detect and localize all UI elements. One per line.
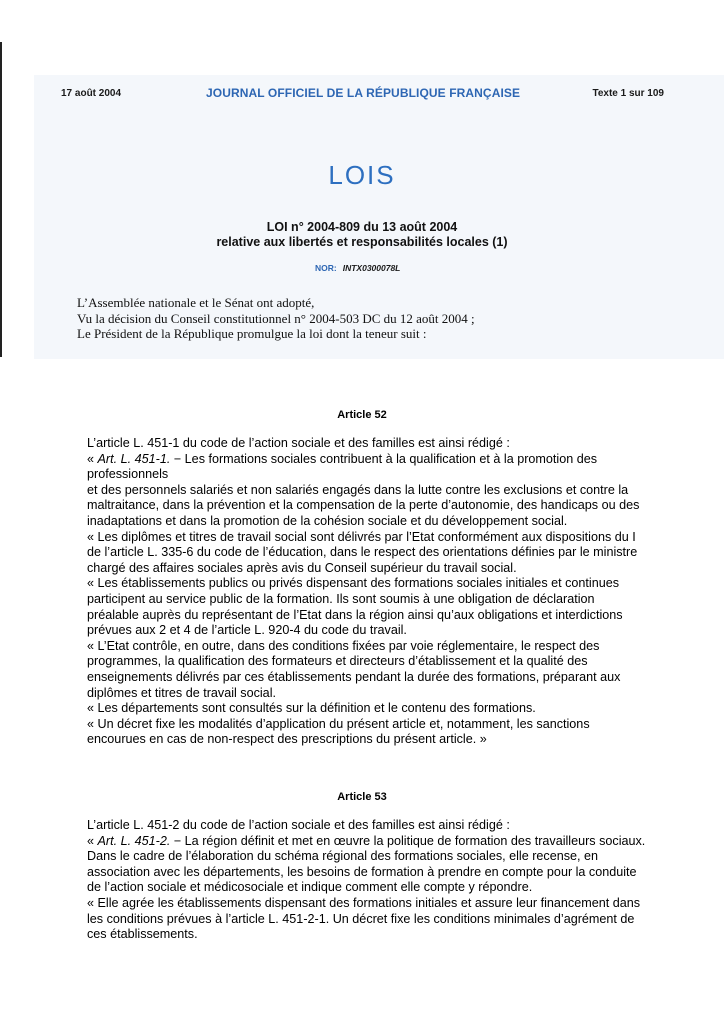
quote-mark: « xyxy=(87,833,98,848)
law-title-line2: relative aux libertés et responsabilités locales (1) xyxy=(216,235,508,249)
article-53-intro: L’article L. 451-2 du code de l’action sociale et des familles est ainsi rédigé : xyxy=(87,818,510,832)
nor-value: INTX0300078L xyxy=(342,263,401,273)
article-52-paragraph-1-cont: et des personnels salariés et non salariés engagés dans la lutte contre les exclusions et contre la maltraitance, dans la prévention et la compensation de la perte d’autonomie, des handicaps ou des inadaptations et dans la promotion de la cohésion sociale et du développement social. xyxy=(87,482,640,528)
quote-mark: « xyxy=(87,451,98,466)
article-52-paragraph-1 xyxy=(87,452,647,483)
article-52-intro: L’article L. 451-1 du code de l’action sociale et des familles est ainsi rédigé : xyxy=(87,436,510,450)
paragraph-text: − La région définit et met en œuvre la politique de formation des travailleurs sociaux. Dans le cadre de l’élaboration du schéma régional des formations sociales, elle recense, en association avec les départements, les besoins de formation à prendre en compte pour la conduite de l’action sociale et médicosociale et indique comment elle compte y répondre. xyxy=(87,833,646,895)
preamble-line: Vu la décision du Conseil constitutionnel n° 2004-503 DC du 12 août 2004 ; xyxy=(77,310,475,326)
preamble xyxy=(77,295,697,342)
journal-title: JOURNAL OFFICIEL DE LA RÉPUBLIQUE FRANÇAISE xyxy=(206,86,521,100)
article-52-paragraph-3: « Les établissements publics ou privés dispensant des formations sociales initiales et continues participent au service public de la formation. Ils sont soumis à une obligation de déclaration préalable auprès du représentant de l’Etat dans la région ainsi qu’aux obligations et interdictions prévues aux 2 et 4 de l’article L. 920-4 du code du travail. xyxy=(87,576,623,638)
article-53-paragraph-1 xyxy=(87,834,647,896)
article-52-body xyxy=(87,436,647,748)
article-52-heading: Article 52 xyxy=(337,409,387,421)
header-date: 17 août 2004 xyxy=(61,88,122,99)
article-52-paragraph-5: « Les départements sont consultés sur la définition et le contenu des formations. xyxy=(87,701,536,716)
nor-reference xyxy=(315,263,400,273)
preamble-line: Le Président de la République promulgue la loi dont la teneur suit : xyxy=(77,326,427,341)
law-title-line1: LOI n° 2004-809 du 13 août 2004 xyxy=(266,220,458,234)
article-52-paragraph-2: « Les diplômes et titres de travail social sont délivrés par l’Etat conformément aux dispositions du I de l’article L. 335-6 du code de l’éducation, dans le respect des orientations définies par le ministre chargé des affaires sociales après avis du Conseil supérieur du travail social. xyxy=(87,529,638,575)
article-reference: Art. L. 451-2. xyxy=(97,833,171,848)
section-title: LOIS xyxy=(328,160,396,190)
preamble-line: L’Assemblée nationale et le Sénat ont adopté, xyxy=(77,295,315,310)
left-margin-rule xyxy=(0,42,2,357)
article-52-paragraph-6: « Un décret fixe les modalités d’application du présent article et, notamment, les sanctions encourues en cas de non-respect des prescriptions du présent article. » xyxy=(87,716,590,747)
article-53-heading: Article 53 xyxy=(337,791,387,803)
text-number: Texte 1 sur 109 xyxy=(592,88,664,99)
article-52-paragraph-4: « L’Etat contrôle, en outre, dans des conditions fixées par voie réglementaire, le respect des programmes, la qualification des formateurs et directeurs d’établissement et la qualité des enseignements délivrés par ces établissements pendant la durée des formations, préparant aux diplômes et titres de travail social. xyxy=(87,638,621,700)
article-53-body xyxy=(87,818,647,943)
paragraph-text: − Les formations sociales contribuent à la qualification et à la promotion des professionnels xyxy=(87,451,598,482)
article-reference: Art. L. 451-1. xyxy=(97,451,171,466)
article-53-paragraph-2: « Elle agrée les établissements dispensant des formations initiales et assure leur financement dans les conditions prévues à l’article L. 451-2-1. Un décret fixe les conditions minimales d’agrément de ces établissements. xyxy=(87,895,641,942)
nor-label: NOR: xyxy=(315,263,337,273)
